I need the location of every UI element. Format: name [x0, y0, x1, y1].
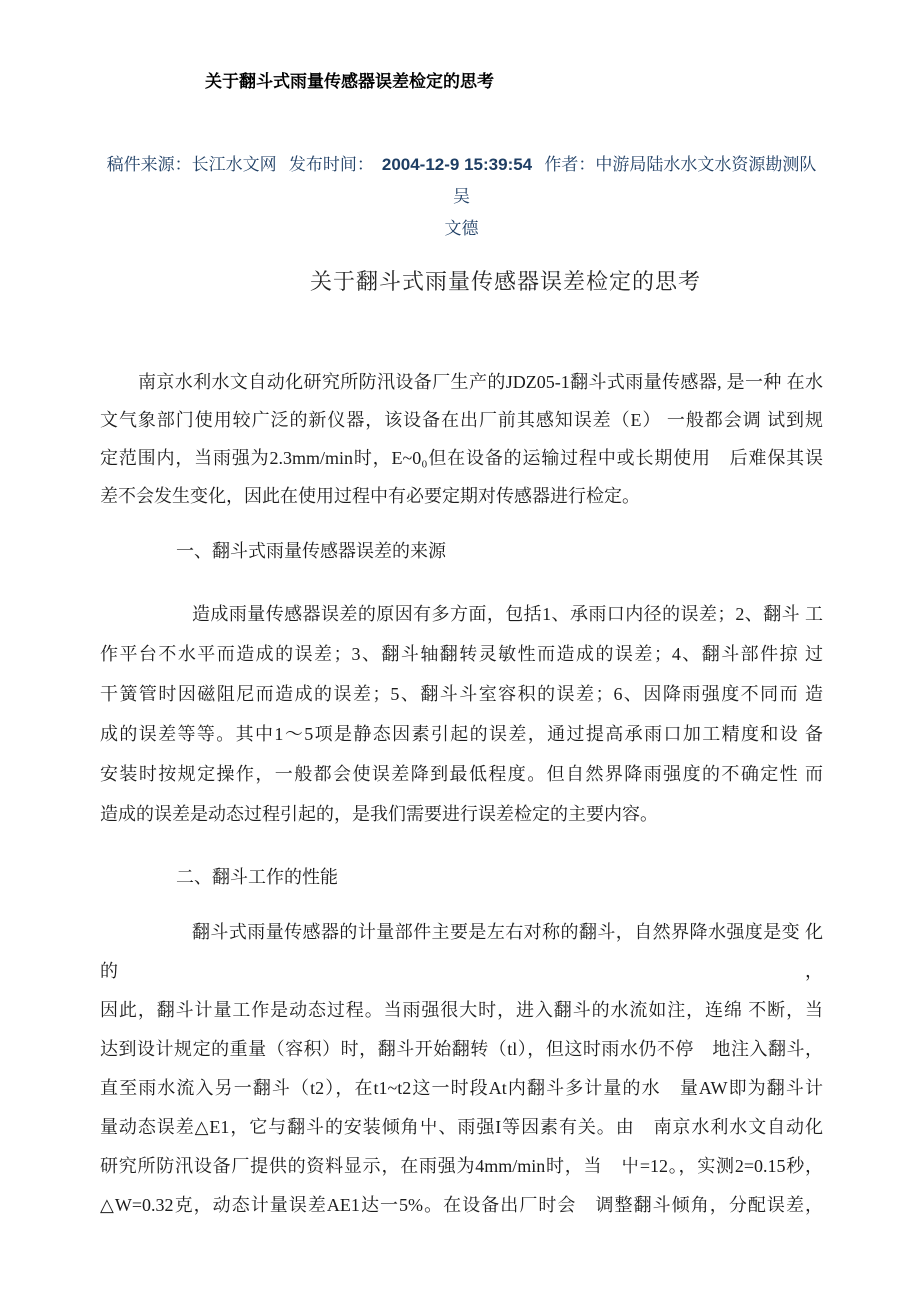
section-2-heading: 二、翻斗工作的性能 [176, 867, 338, 887]
body-line: 安装时按规定操作，一般都会使误差降到最低程度。但自然界降雨强度的不确定性 而 [100, 764, 823, 784]
body-line: 干簧管时因磁阻尼而造成的误差；5、翻斗斗室容积的误差；6、因降雨强度不同而 造 [100, 684, 823, 704]
source-name: 长江水文网 [191, 155, 277, 174]
body-line: 研究所防汛设备厂提供的资料显示，在雨强为4mm/min时，当 屮=12。，实测2=0.15秒， [100, 1156, 823, 1176]
body-line: 翻斗式雨量传感器的计量部件主要是左右对称的翻斗，自然界降水强度是变 化的， [100, 922, 823, 981]
body-line: 差不会发生变化，因此在使用过程中有必要定期对传感器进行检定。 [100, 486, 640, 506]
body-line: 成的误差等等。其中1〜5项是静态因素引起的误差，通过提高承雨口加工精度和设 备 [100, 724, 823, 744]
byline [100, 149, 823, 181]
paragraph-2 [100, 594, 823, 834]
paragraph-3 [100, 913, 823, 1225]
body-line: △W=0.32克，动态计量误差AE1达一5%。在设备出厂时会 调整翻斗倾角，分配误差， [100, 1195, 823, 1215]
body-line: 南京水利水文自动化研究所防汛设备厂生产的JDZ05-1翻斗式雨量传感器, 是一种 在水 [138, 372, 823, 392]
publish-time-label: 发布时间： [288, 155, 374, 174]
source-label: 稿件来源： [106, 155, 192, 174]
document-top-title: 关于翻斗式雨量传感器误差检定的思考 [205, 72, 494, 91]
author-label: 作者： [544, 155, 596, 174]
body-line: 造成雨量传感器误差的原因有多方面，包括1、承雨口内径的误差；2、翻斗 工 [192, 604, 823, 624]
body-line: 作平台不水平而造成的误差；3、翻斗轴翻转灵敏性而造成的误差；4、翻斗部件掠 过 [100, 644, 823, 664]
body-line: 文气象部门使用较广泛的新仪器，该设备在出厂前其感知误差（E） 一般都会调 试到规 [100, 410, 823, 430]
body-line: 量动态误差△E1，它与翻斗的安装倾角屮、雨强I等因素有关。由 南京水利水文自动化 [100, 1117, 823, 1137]
body-line: 直至雨水流入另一翻斗（t2），在t1~t2这一时段At内翻斗多计量的水 量AW即为翻斗计 [100, 1078, 823, 1098]
author-name-wrap-line-1: 吴 [453, 187, 470, 206]
body-line: 定范围内，当雨强为2.3mm/min时，E~0₀但在设备的运输过程中或长期使用 后难保其误 [100, 448, 823, 468]
body-line: 达到设计规定的重量（容积）时，翻斗开始翻转（tl），但这时雨水仍不停 地注入翻斗， [100, 1039, 823, 1059]
source-label-and-name [107, 155, 277, 174]
article-heading: 关于翻斗式雨量传感器误差检定的思考 [310, 269, 702, 294]
body-line: 因此，翻斗计量工作是动态过程。当雨强很大时，进入翻斗的水流如注，连绵 不断，当 [100, 1000, 823, 1020]
author-name-wrap-line-2: 文德 [444, 219, 479, 238]
publish-time-value: 2004-12-9 15:39:54 [381, 155, 533, 174]
paragraph-1 [100, 363, 823, 515]
author-value: 中游局陆水水文水资源勘测队 [595, 155, 817, 174]
body-line: 造成的误差是动态过程引起的，是我们需要进行误差检定的主要内容。 [100, 804, 658, 824]
section-1-heading: 一、翻斗式雨量传感器误差的来源 [176, 541, 446, 561]
